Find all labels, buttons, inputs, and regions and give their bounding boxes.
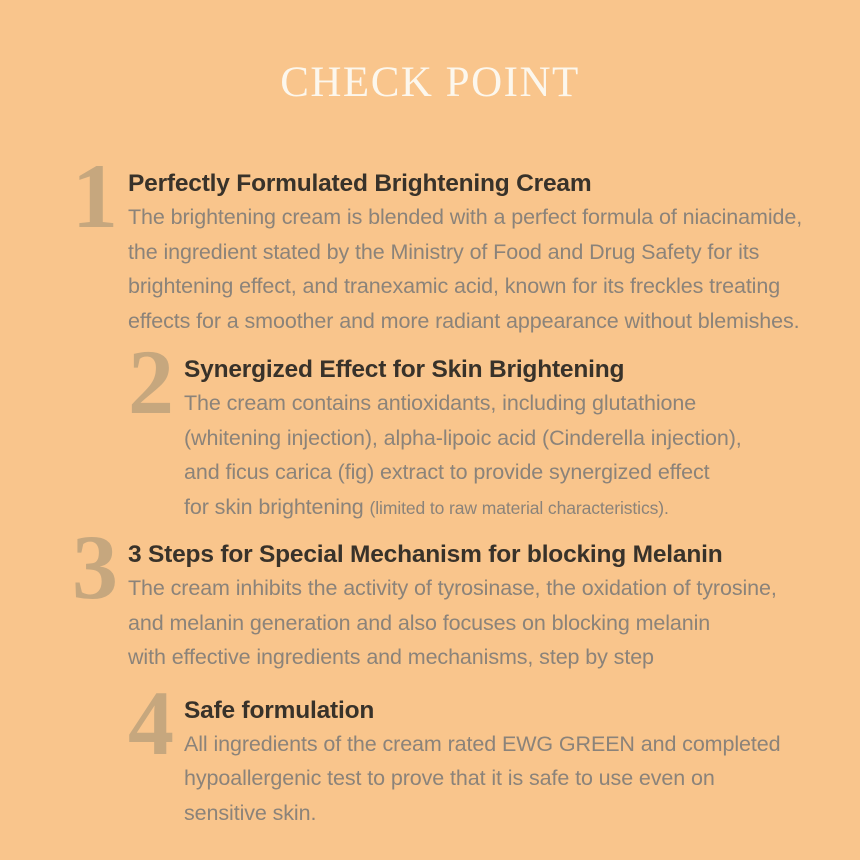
raw-material-note: (limited to raw material characteristics).: [369, 497, 669, 518]
point-content-3: [128, 539, 818, 675]
point-heading-2: Synergized Effect for Skin Brightening: [184, 356, 625, 383]
page-title: CHECK POINT: [280, 59, 580, 106]
point-section-1: [72, 145, 818, 338]
point-section-4: [128, 671, 860, 831]
point-content-1: [128, 168, 818, 338]
body-line: with effective ingredients and mechanisms, step by step: [128, 645, 654, 669]
point-number-1: 1: [72, 145, 118, 247]
point-heading-4: Safe formulation: [184, 696, 375, 724]
point-body-2: [184, 386, 860, 525]
body-line: and ficus carica (fig) extract to provide synergized effect: [184, 460, 710, 484]
body-line: brightening effect, and tranexamic acid, known for its freckles treating: [128, 274, 781, 298]
point-number-3: 3: [72, 516, 118, 618]
points-list: [0, 145, 860, 830]
body-line: All ingredients of the cream rated EWG GREEN and completed: [184, 731, 781, 756]
point-section-2: [128, 331, 860, 525]
body-line: and melanin generation and also focuses on blocking melanin: [128, 610, 711, 635]
body-line-with-note: [184, 490, 860, 526]
point-body-4: [184, 727, 860, 831]
point-content-2: [184, 354, 860, 525]
point-section-3: [72, 516, 818, 675]
body-line: hypoallergenic test to prove that it is safe to use even on: [184, 766, 715, 790]
body-line: the ingredient stated by the Ministry of Food and Drug Safety for its: [128, 239, 760, 264]
point-body-1: [128, 200, 818, 338]
body-tail: for skin brightening: [184, 494, 370, 519]
point-heading-3: 3 Steps for Special Mechanism for blocking Melanin: [128, 541, 723, 568]
body-line: sensitive skin.: [184, 800, 317, 825]
point-body-3: [128, 571, 818, 675]
body-line: (whitening injection), alpha-lipoic acid (Cinderella injection),: [184, 425, 742, 450]
point-content-4: [184, 695, 860, 831]
body-line: effects for a smoother and more radiant appearance without blemishes.: [128, 308, 800, 333]
point-number-2: 2: [128, 331, 174, 433]
point-heading-1: Perfectly Formulated Brightening Cream: [128, 170, 592, 197]
body-line: The brightening cream is blended with a perfect formula of niacinamide,: [128, 205, 803, 229]
body-line: The cream inhibits the activity of tyrosinase, the oxidation of tyrosine,: [128, 576, 777, 600]
point-number-4: 4: [128, 671, 174, 774]
body-line: The cream contains antioxidants, including glutathione: [184, 391, 697, 415]
